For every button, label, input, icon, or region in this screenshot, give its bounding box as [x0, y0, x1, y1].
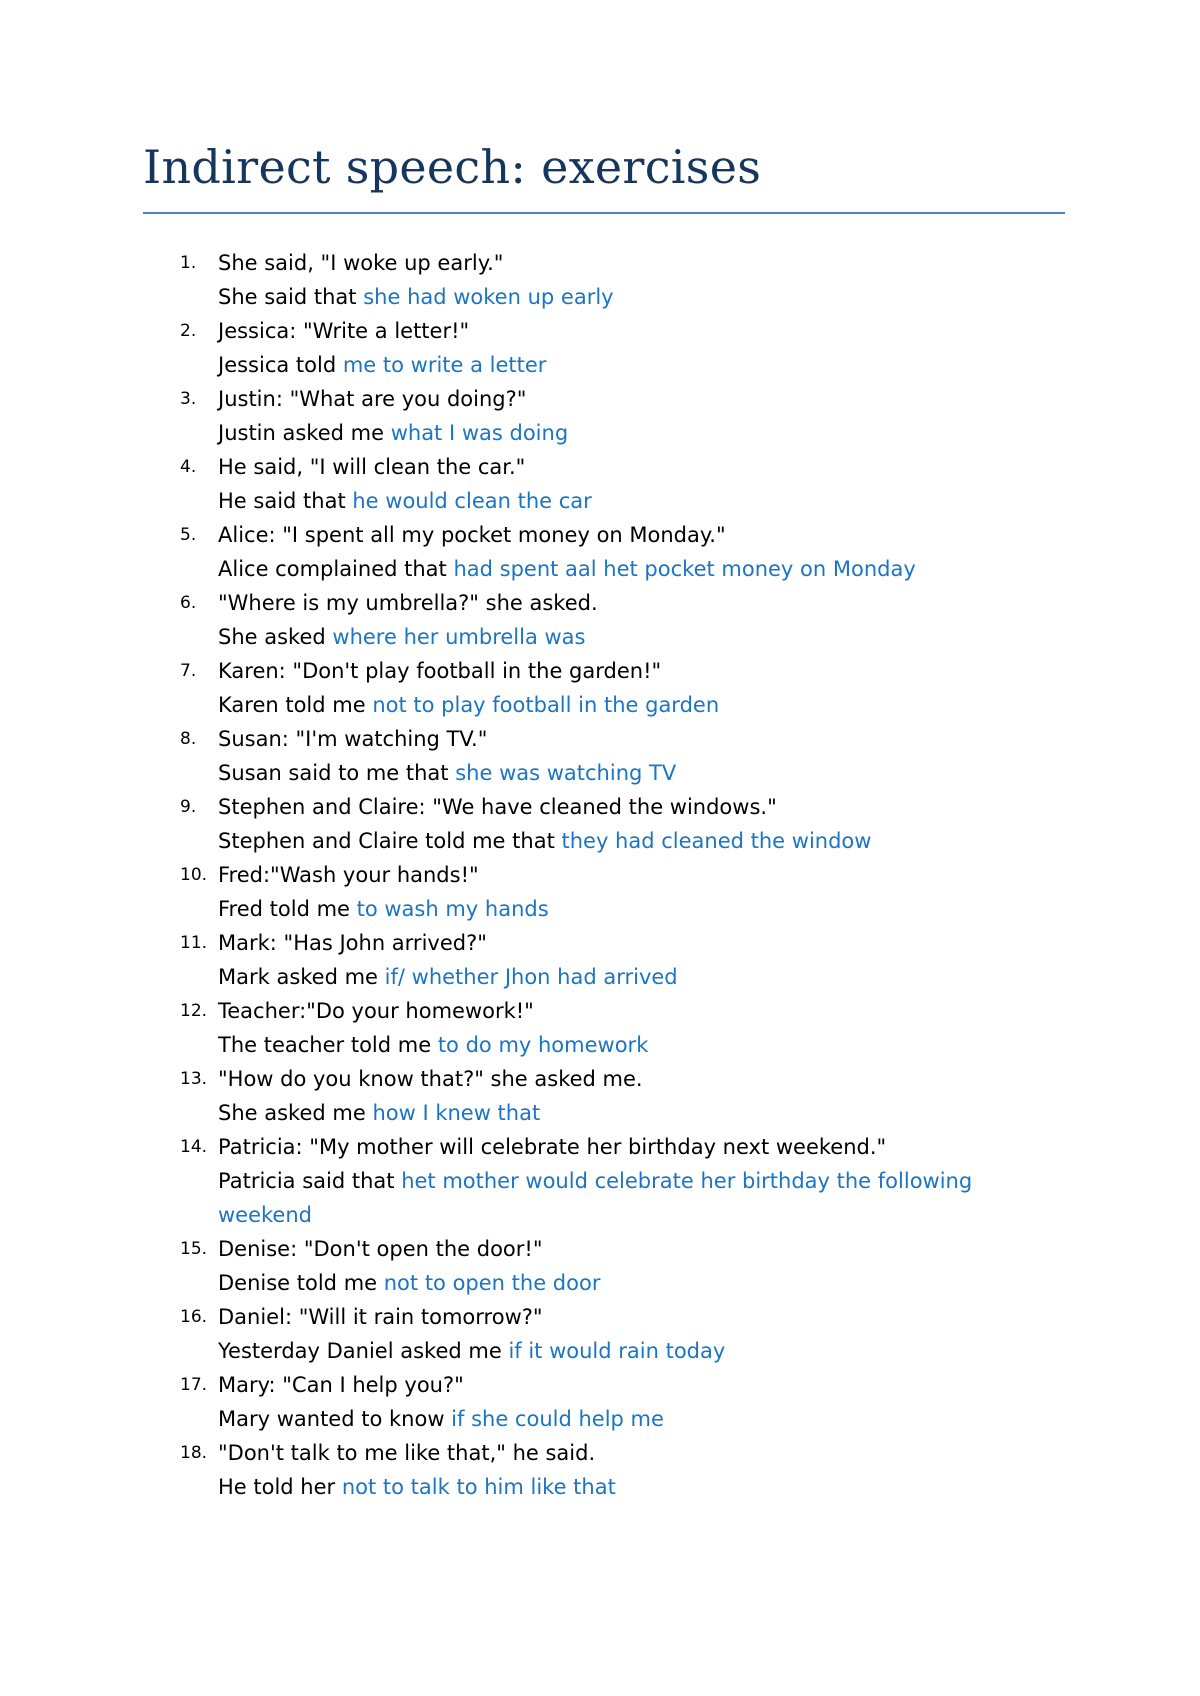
reported-speech: [218, 892, 1038, 926]
reported-speech: [218, 1164, 1038, 1232]
direct-speech: Daniel: "Will it rain tomorrow?": [218, 1305, 543, 1329]
reported-speech: [218, 280, 1038, 314]
page-title: Indirect speech: exercises: [143, 140, 762, 194]
reported-lead: Alice complained that: [218, 557, 454, 581]
answer: they had cleaned the window: [561, 829, 872, 853]
direct-speech: Susan: "I'm watching TV.": [218, 727, 488, 751]
reported-speech: [218, 552, 1038, 586]
direct-speech: Teacher:"Do your homework!": [218, 999, 534, 1023]
item-number: 14.: [180, 1137, 208, 1157]
exercise-item: [0, 382, 1038, 450]
reported-speech: [218, 620, 1038, 654]
reported-lead: He said that: [218, 489, 353, 513]
exercise-item: [0, 450, 1038, 518]
reported-speech: [218, 1096, 1038, 1130]
exercise-item: [0, 790, 1038, 858]
direct-speech: Jessica: "Write a letter!": [218, 319, 470, 343]
reported-lead: Yesterday Daniel asked me: [218, 1339, 509, 1363]
item-number: 9.: [180, 797, 197, 817]
reported-lead: Fred told me: [218, 897, 357, 921]
answer: if/ whether Jhon had arrived: [384, 965, 678, 989]
item-number: 8.: [180, 729, 197, 749]
reported-lead: Patricia said that: [218, 1169, 402, 1193]
reported-speech: [218, 1334, 1038, 1368]
reported-lead: The teacher told me: [218, 1033, 438, 1057]
reported-lead: Karen told me: [218, 693, 373, 717]
item-number: 12.: [180, 1001, 208, 1021]
exercise-list: [0, 246, 1038, 1504]
exercise-item: [0, 926, 1038, 994]
reported-lead: Susan said to me that: [218, 761, 456, 785]
reported-speech: [218, 1028, 1038, 1062]
reported-lead: She asked me: [218, 1101, 373, 1125]
direct-speech: Denise: "Don't open the door!": [218, 1237, 543, 1261]
answer: he would clean the car: [352, 489, 592, 513]
exercise-item: [0, 586, 1038, 654]
exercise-item: [0, 1130, 1038, 1232]
direct-speech: He said, "I will clean the car.": [218, 455, 526, 479]
item-number: 16.: [180, 1307, 208, 1327]
exercise-item: [0, 1436, 1038, 1504]
reported-lead: She said that: [218, 285, 364, 309]
direct-speech: Fred:"Wash your hands!": [218, 863, 479, 887]
answer: she was watching TV: [455, 761, 677, 785]
item-number: 15.: [180, 1239, 208, 1259]
item-number: 6.: [180, 593, 197, 613]
reported-speech: [218, 756, 1038, 790]
answer: to wash my hands: [356, 897, 549, 921]
reported-lead: Jessica told: [218, 353, 343, 377]
answer: me to write a letter: [342, 353, 547, 377]
answer: if it would rain today: [508, 1339, 726, 1363]
reported-lead: Justin asked me: [218, 421, 391, 445]
answer: if she could help me: [451, 1407, 664, 1431]
reported-lead: She asked: [218, 625, 333, 649]
exercise-item: [0, 314, 1038, 382]
reported-lead: Mary wanted to know: [218, 1407, 452, 1431]
item-number: 10.: [180, 865, 208, 885]
exercise-item: [0, 518, 1038, 586]
reported-speech: [218, 824, 1038, 858]
direct-speech: "Don't talk to me like that," he said.: [218, 1441, 596, 1465]
reported-lead: Mark asked me: [218, 965, 385, 989]
reported-speech: [218, 484, 1038, 518]
reported-lead: He told her: [218, 1475, 342, 1499]
item-number: 13.: [180, 1069, 208, 1089]
exercise-item: [0, 994, 1038, 1062]
exercise-item: [0, 1368, 1038, 1436]
reported-speech: [218, 688, 1038, 722]
reported-speech: [218, 1402, 1038, 1436]
answer: not to open the door: [383, 1271, 601, 1295]
reported-speech: [218, 1266, 1038, 1300]
answer: where her umbrella was: [332, 625, 586, 649]
answer: she had woken up early: [363, 285, 614, 309]
reported-lead: Denise told me: [218, 1271, 384, 1295]
direct-speech: "Where is my umbrella?" she asked.: [218, 591, 598, 615]
item-number: 4.: [180, 457, 197, 477]
item-number: 11.: [180, 933, 208, 953]
answer: to do my homework: [437, 1033, 649, 1057]
reported-speech: [218, 960, 1038, 994]
reported-speech: [218, 1470, 1038, 1504]
exercise-item: [0, 654, 1038, 722]
item-number: 2.: [180, 321, 197, 341]
reported-speech: [218, 348, 1038, 382]
answer: not to talk to him like that: [341, 1475, 616, 1499]
item-number: 1.: [180, 253, 197, 273]
exercise-item: [0, 1062, 1038, 1130]
title-underline: [143, 212, 1065, 214]
direct-speech: Patricia: "My mother will celebrate her birthday next weekend.": [218, 1135, 887, 1159]
direct-speech: Alice: "I spent all my pocket money on Monday.": [218, 523, 726, 547]
exercise-item: [0, 246, 1038, 314]
answer: not to play football in the garden: [372, 693, 720, 717]
item-number: 7.: [180, 661, 197, 681]
direct-speech: Justin: "What are you doing?": [218, 387, 527, 411]
reported-speech: [218, 416, 1038, 450]
answer: het mother would celebrate her birthday the following weekend: [218, 1169, 973, 1227]
answer: had spent aal het pocket money on Monday: [453, 557, 916, 581]
reported-lead: Stephen and Claire told me that: [218, 829, 562, 853]
item-number: 5.: [180, 525, 197, 545]
item-number: 18.: [180, 1443, 208, 1463]
direct-speech: Mark: "Has John arrived?": [218, 931, 487, 955]
direct-speech: Karen: "Don't play football in the garden!": [218, 659, 662, 683]
item-number: 3.: [180, 389, 197, 409]
direct-speech: Mary: "Can I help you?": [218, 1373, 464, 1397]
direct-speech: Stephen and Claire: "We have cleaned the windows.": [218, 795, 777, 819]
answer: what I was doing: [390, 421, 569, 445]
answer: how I knew that: [372, 1101, 541, 1125]
exercise-item: [0, 858, 1038, 926]
item-number: 17.: [180, 1375, 208, 1395]
direct-speech: She said, "I woke up early.": [218, 251, 504, 275]
exercise-item: [0, 1232, 1038, 1300]
exercise-item: [0, 722, 1038, 790]
direct-speech: "How do you know that?" she asked me.: [218, 1067, 643, 1091]
exercise-item: [0, 1300, 1038, 1368]
